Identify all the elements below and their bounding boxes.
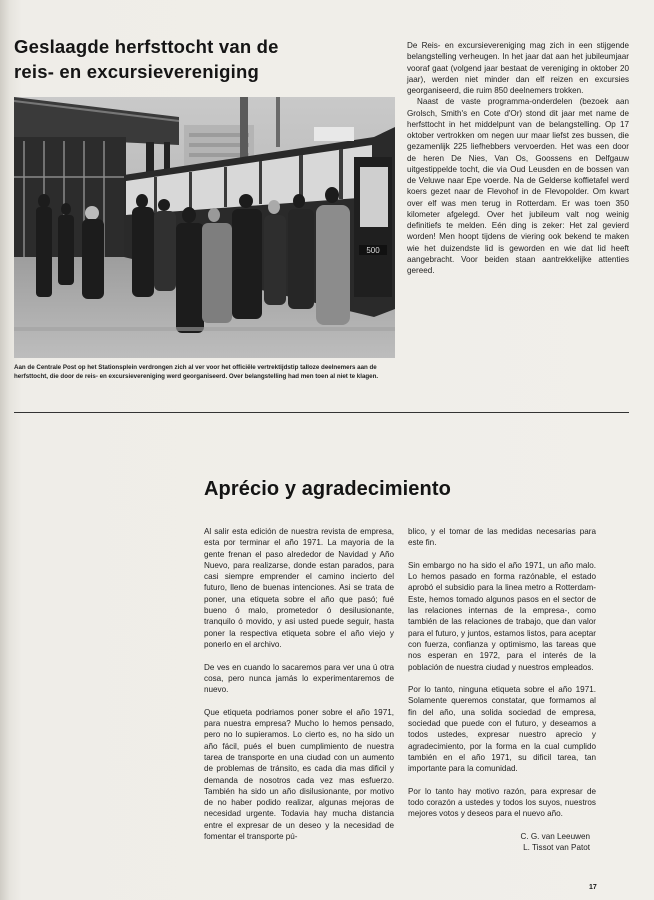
paragraph: blico, y el tomar de las medidas necesarias para este fin. bbox=[408, 527, 596, 548]
article-column-1 bbox=[204, 526, 394, 854]
paragraph: Que etiqueta podriamos poner sobre el año 1971, para nuestra empresa? Mucho lo hemos pensado, pero no lo supieramos. Lo cierto es, no ha sido un año fácil, pués el buen cumplimiento de nuestra tarea de transporte en una ciudad con un aumento de problemas de tránsito, es cada dia mas dificil y demanda de nosotros cada vez mas esfuerzo. También ha sido un año disilusionante, por motivo de no haber podido realizar, algunas mejoras de necesidad urgente. Todavia hay mucha distancia entre el expresar de un deseo y la necesidad de fomentar el transporte pú- bbox=[204, 707, 394, 842]
paragraph: De Reis- en excursievereniging mag zich in een stijgende belangstelling verheugen. In het jaar dat aan het jubileumjaar vooraf gaat (volgend jaar bestaat de vereniging in oktober 20 jaar), werden niet minder dan elf reizen en excursies georganiseerd, die ruim 850 deelnemers trokken. bbox=[407, 41, 629, 95]
title-line-2: reis- en excursievereniging bbox=[14, 61, 259, 82]
article-title-aprecio: Aprécio y agradecimiento bbox=[204, 478, 451, 500]
photo-caption: Aan de Centrale Post op het Stationsplein verdrongen zich al ver voor het officiële vertrektijdstip talloze deelnemers aan de herfsttocht, die door de reis- en excursievereniging werd georganiseerd. Over belangstelling had men toen al niet te klagen. bbox=[14, 364, 379, 380]
paragraph: Al salir esta edición de nuestra revista de empresa, esta por terminar el año 1971. La mayoria de la gente frenan el paso alrededor de Navidad y Año Nuevo, para realizarse, donde estan parados, para casi siempre emprender el camino incierto del futuro, lleno de buenas intenciones. Asi se trata de poner, una etiqueta sobre el año que pasó; fué bueno ó malo, prometedor ó desilusionante, tranquilo ó movido, y asi usted puede seguir, hasta poner la respectiva etiqueta sobre el año viejo y ponerlo en el archivo. bbox=[204, 527, 394, 649]
article-column-2 bbox=[408, 526, 596, 865]
paragraph: Naast de vaste programma-onderdelen (bezoek aan Grolsch, Smith's en Cote d'Or) stond dit jaar met name de herfsttocht in het middelpunt van de belangstelling. Op 17 oktober vertrokken om negen uur maar liefst zes bussen, die gezamenlijk 225 liefhebbers vervoerden. Het was een door de heren De Nies, Van Os, Goossens en Delfgauw uitgestippelde tocht, die via Oud Leusden en de bossen van de Veluwe naar Epe voerde. Na de Gelderse koffietafel werd koers gezet naar de Flevohof in de Flevopolder. Om kwart over elf was men terug in Rotterdam. Er was toen 350 kilometer afgelegd. Over het jubileum valt nog weinig definitiefs te melden. Eén ding is zeker: Het zal gevierd worden! Men hoopt tijdens de viering ook bekend te maken wie het duizendste lid is geworden en wie dat lid heeft aangebracht. Voor beiden staan aantrekkelijke attenties gereed. bbox=[407, 97, 629, 275]
section-divider bbox=[14, 412, 629, 413]
article-title-herfsttocht bbox=[14, 34, 394, 84]
page-number: 17 bbox=[589, 884, 597, 891]
signature-1: C. G. van Leeuwen bbox=[520, 832, 590, 842]
article-body-herfsttocht bbox=[407, 40, 629, 276]
paragraph: De ves en cuando lo sacaremos para ver una ú otra cosa, pero nunca jamás lo experimentaremos de nuevo. bbox=[204, 662, 394, 695]
paragraph: Por lo tanto, ninguna etiqueta sobre el año 1971. Solamente queremos constatar, que formamos al fin del año, una solida sociedad de empresa, sociedad que puede con el futuro, y deseamos a todos ustedes, expresar nuestro aprecio y agradecimiento, por la forma en la cual cumplido también en el año 1971, su dificil tarea, tan importante para la comunidad. bbox=[408, 685, 596, 774]
signature-2: L. Tissot van Patot bbox=[523, 843, 590, 853]
bus-number-label: 500 bbox=[366, 246, 380, 255]
title-line-1: Geslaagde herfsttocht van de bbox=[14, 36, 279, 57]
paragraph: Por lo tanto hay motivo razón, para expresar de todo corazón a ustedes y todos los suyos, nuestros mejores votos y deseos para el nuevo año. bbox=[408, 786, 596, 819]
station-photo bbox=[14, 97, 395, 358]
paragraph: Sin embargo no ha sido el año 1971, un año malo. Lo hemos pasado en forma razónable, el estado aprobó el subsidio para la linea metro a Rotterdam-Este, hemos tomado algunos pasos en el sector de las relaciones internas de la empresa-, como también de las relaciones de trabajo, que dan valor para el futuro, y juntos, estamos listos, para aceptar con fuerza, confianza y optimismo, las tareas que nos esperan en 1972, para el interés de la población de nuestra ciudad y nuestros empleados. bbox=[408, 560, 596, 672]
